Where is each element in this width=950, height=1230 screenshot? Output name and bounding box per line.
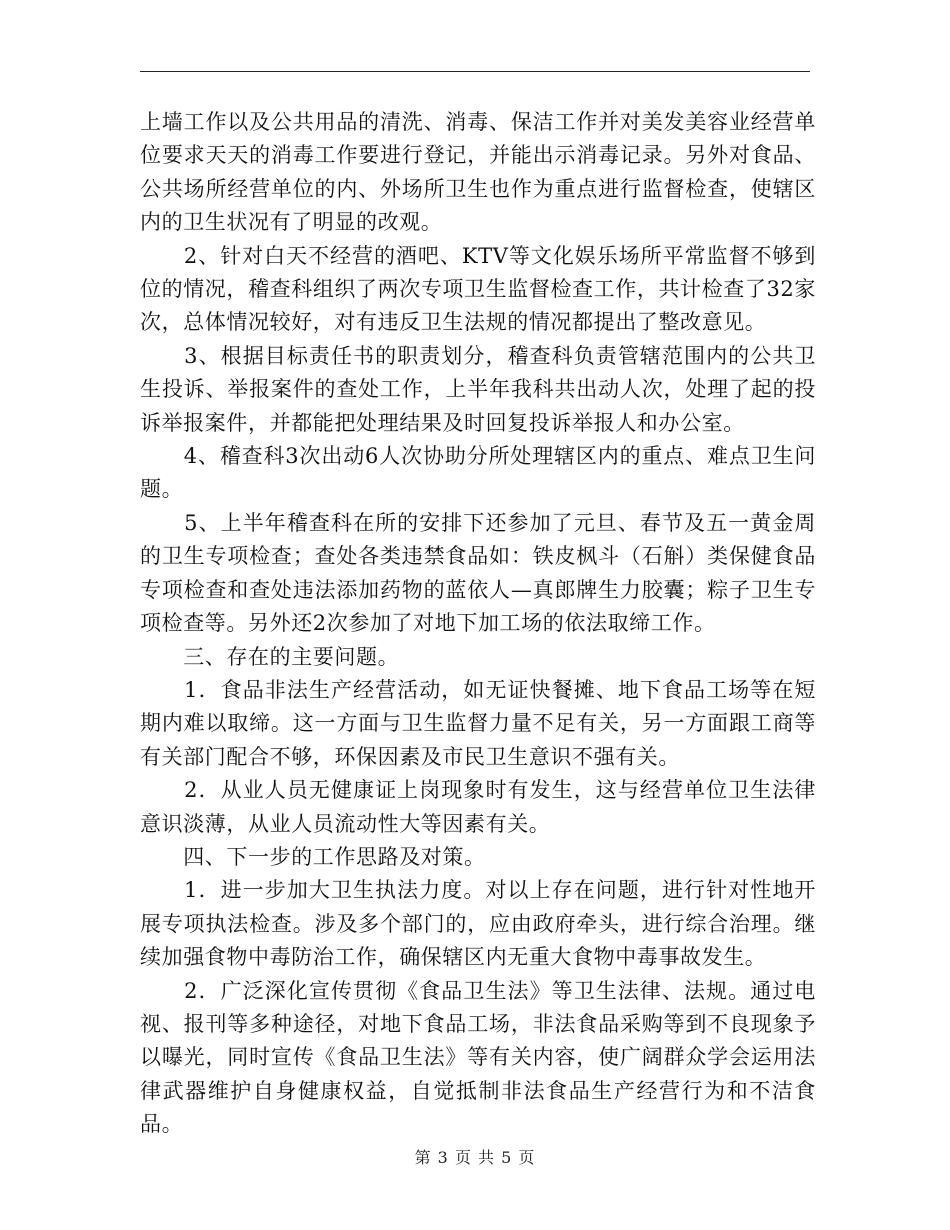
page-number-footer: 第 3 页 共 5 页 bbox=[414, 1148, 536, 1167]
paragraph-step-2: 2．广泛深化宣传贯彻《食品卫生法》等卫生法律、法规。通过电视、报刊等多种途径，对地下食品工场，非法食品采购等到不良现象予以曝光，同时宣传《食品卫生法》等有关内容，使广阔群众学会运用法律武器维护自身健康权益，自觉抵制非法食品生产经营行为和不洁食品。 bbox=[140, 978, 816, 1137]
section-heading-problems: 三、存在的主要问题。 bbox=[140, 644, 400, 669]
header-rule bbox=[140, 71, 810, 72]
paragraph-3: 3、根据目标责任书的职责划分，稽查科负责管辖范围内的公共卫生投诉、举报案件的查处工作，上半年我科共出动人次，处理了起的投诉举报案件，并都能把处理结果及时回复投诉举报人和办公室。 bbox=[140, 343, 816, 435]
paragraph-4: 4、稽查科3次出动6人次协助分所处理辖区内的重点、难点卫生问题。 bbox=[140, 444, 816, 502]
paragraph-5: 5、上半年稽查科在所的安排下还参加了元旦、春节及五一黄金周的卫生专项检查；查处各类违禁食品如：铁皮枫斗（石斛）类保健食品专项检查和查处违法添加药物的蓝依人—真郎牌生力胶囊；粽子卫生专项检查等。另外还2次参加了对地下加工场的依法取缔工作。 bbox=[140, 510, 816, 636]
paragraph-problem-2: 2．从业人员无健康证上岗现象时有发生，这与经营单位卫生法律意识淡薄，从业人员流动性大等因素有关。 bbox=[140, 778, 816, 836]
paragraph-1: 上墙工作以及公共用品的清洗、消毒、保洁工作并对美发美容业经营单位要求天天的消毒工作要进行登记，并能出示消毒记录。另外对食品、公共场所经营单位的内、外场所卫生也作为重点进行监督检查，使辖区内的卫生状况有了明显的改观。 bbox=[140, 110, 816, 235]
section-heading-next-steps: 四、下一步的工作思路及对策。 bbox=[140, 844, 486, 869]
paragraph-problem-1: 1．食品非法生产经营活动，如无证快餐摊、地下食品工场等在短期内难以取缔。这一方面与卫生监督力量不足有关，另一方面跟工商等有关部门配合不够，环保因素及市民卫生意识不强有关。 bbox=[140, 677, 816, 769]
paragraph-step-1: 1．进一步加大卫生执法力度。对以上存在问题，进行针对性地开展专项执法检查。涉及多个部门的，应由政府牵头，进行综合治理。继续加强食物中毒防治工作，确保辖区内无重大食物中毒事故发生。 bbox=[140, 878, 816, 970]
document-body bbox=[140, 106, 816, 1142]
paragraph-2: 2、针对白天不经营的酒吧、KTV等文化娱乐场所平常监督不够到位的情况，稽查科组织了两次专项卫生监督检查工作，共计检查了32家次，总体情况较好，对有违反卫生法规的情况都提出了整改意见。 bbox=[140, 243, 816, 335]
